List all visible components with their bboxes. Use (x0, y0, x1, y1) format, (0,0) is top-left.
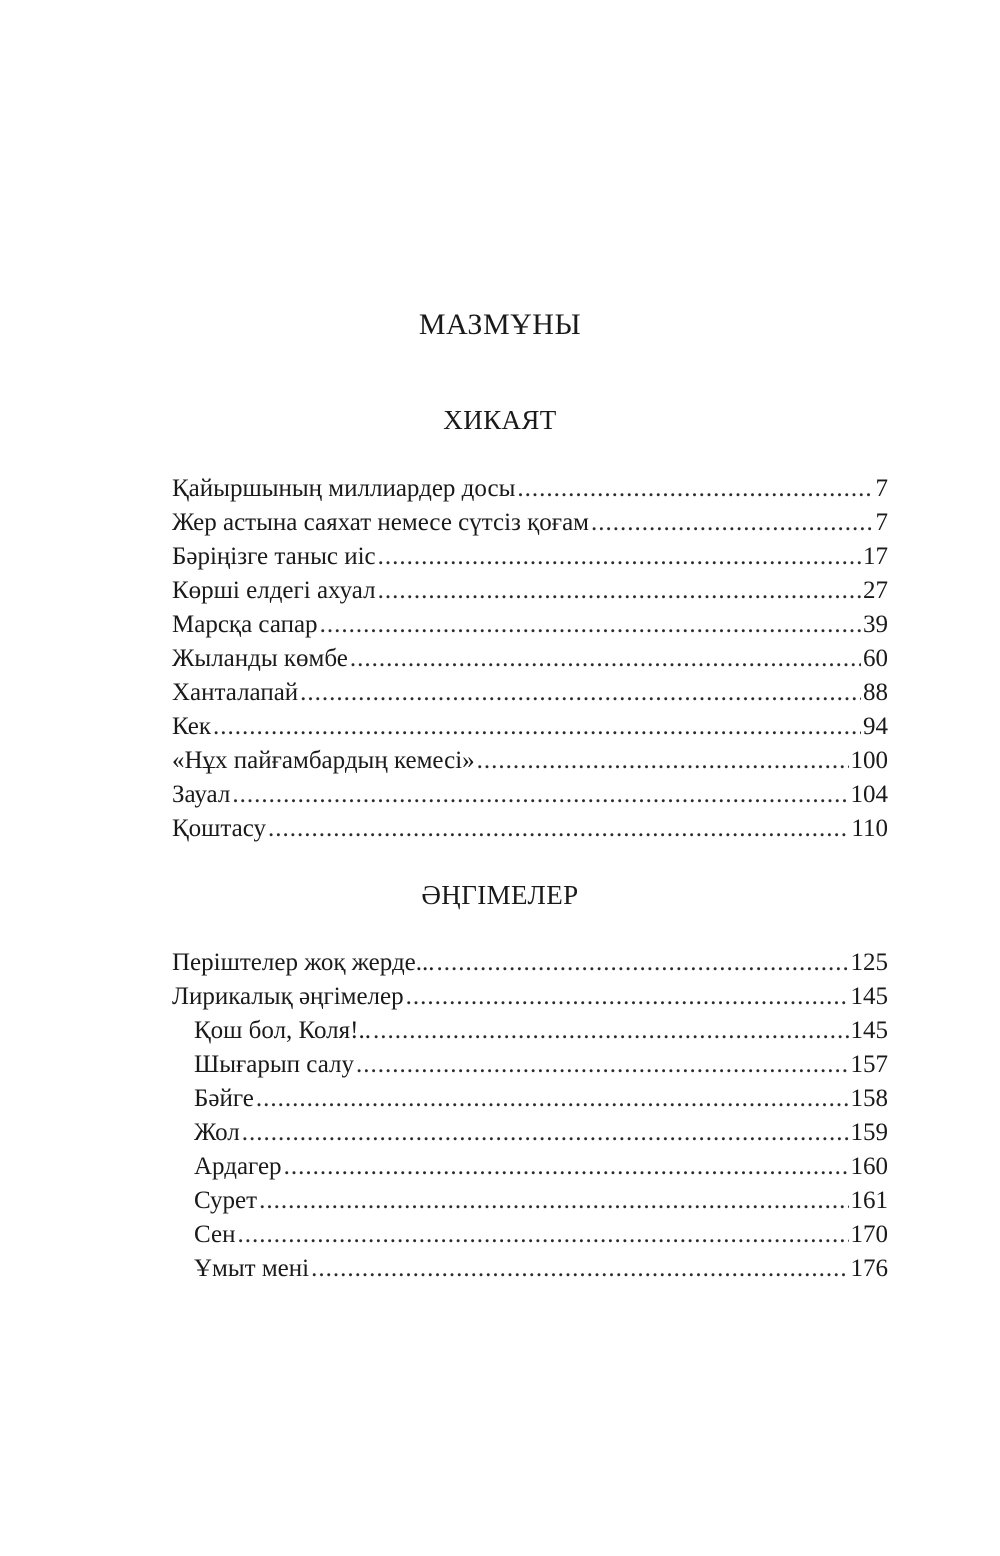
toc-entry-title: Сен (194, 1221, 236, 1248)
toc-page-number: 159 (850, 1119, 888, 1146)
toc-entry-title: Періштелер жоқ жерде... (172, 949, 435, 976)
toc-entry (172, 1218, 888, 1252)
toc-page-number: 161 (850, 1187, 888, 1214)
section-heading-story: ХИКАЯТ (443, 405, 557, 435)
toc-entry-title: Бәріңізге таныс иіс (172, 543, 376, 570)
toc-entry-title: Жер астына саяхат немесе сүтсіз қоғам (172, 509, 589, 536)
toc-page-number: 125 (850, 949, 888, 976)
toc-entry (172, 1184, 888, 1218)
toc-entry-title: Шығарып салу (194, 1051, 354, 1078)
toc-entry (172, 1252, 888, 1286)
toc-dot-leader (300, 676, 861, 710)
toc-dot-leader (242, 1116, 849, 1150)
toc-page-number: 7 (875, 475, 888, 502)
toc-dot-leader (378, 574, 861, 608)
toc-page-number: 60 (863, 645, 888, 672)
toc-entry-title: Жыланды көмбе (172, 645, 348, 672)
toc-dot-leader (311, 1252, 848, 1286)
toc-entry-title: Қош бол, Коля!.. (194, 1017, 371, 1044)
toc-page-number: 100 (850, 747, 888, 774)
toc-entry (172, 946, 888, 980)
toc-page-number: 104 (850, 781, 888, 808)
toc-entry (172, 608, 888, 642)
toc-page-number: 94 (863, 713, 888, 740)
toc-entry-title: Лирикалық әңгімелер (172, 983, 404, 1010)
toc-page-number: 160 (850, 1153, 888, 1180)
toc-entry-title: Жол (194, 1119, 240, 1146)
toc-entry-title: Сурет (194, 1187, 258, 1214)
toc-entry-title: Ханталапай (172, 679, 299, 706)
toc-page-number: 176 (850, 1255, 888, 1282)
toc-entry-title: Бәйге (194, 1085, 254, 1112)
toc-page-number: 7 (875, 509, 888, 536)
toc-dot-leader (406, 980, 849, 1014)
toc-entry (172, 1116, 888, 1150)
toc-entry (172, 472, 888, 506)
toc-entry (172, 812, 888, 846)
toc-page-number: 145 (850, 983, 888, 1010)
toc-dot-leader (350, 642, 861, 676)
toc-dot-leader (268, 812, 849, 846)
toc-entry-title: «Нұх пайғамбардың кемесі» (172, 747, 475, 774)
toc-dot-leader (356, 1048, 849, 1082)
toc-page-number: 158 (850, 1085, 888, 1112)
page-title: МАЗМҰНЫ (418, 308, 582, 341)
toc-dot-leader (378, 540, 861, 574)
toc-entry-title: Қайыршының миллиардер досы (172, 475, 516, 502)
toc-page-number: 110 (851, 815, 888, 842)
toc-dot-leader (373, 1014, 849, 1048)
toc-page-number: 145 (850, 1017, 888, 1044)
toc-entry (172, 1082, 888, 1116)
toc-entry-title: Ардагер (194, 1153, 282, 1180)
toc-entry-title: Марсқа сапар (172, 611, 318, 638)
toc-dot-leader (437, 946, 849, 980)
toc-dot-leader (320, 608, 861, 642)
toc-page-number: 88 (863, 679, 888, 706)
toc-entry-title: Қоштасу (172, 815, 267, 842)
toc-entry (172, 1048, 888, 1082)
toc-dot-leader (256, 1082, 849, 1116)
toc-entry (172, 642, 888, 676)
toc-dot-leader (591, 506, 874, 540)
toc-entry (172, 1014, 888, 1048)
toc-entry (172, 676, 888, 710)
toc-entry (172, 980, 888, 1014)
toc-entry (172, 574, 888, 608)
section-heading-short-stories: ӘҢГІМЕЛЕР (421, 880, 579, 910)
toc-page-number: 17 (863, 543, 888, 570)
toc-dot-leader (477, 744, 849, 778)
toc-entry (172, 506, 888, 540)
toc-entry-title: Көрші елдегі ахуал (172, 577, 376, 604)
toc-list-short-stories (172, 946, 888, 1286)
toc-entry (172, 778, 888, 812)
toc-entry (172, 1150, 888, 1184)
toc-entry-title: Зауал (172, 781, 231, 808)
toc-dot-leader (259, 1184, 848, 1218)
toc-dot-leader (213, 710, 861, 744)
toc-page-number: 170 (850, 1221, 888, 1248)
toc-page-number: 157 (850, 1051, 888, 1078)
toc-dot-leader (284, 1150, 849, 1184)
toc-page-number: 27 (863, 577, 888, 604)
toc-entry (172, 744, 888, 778)
toc-list-story (172, 472, 888, 846)
toc-dot-leader (232, 778, 848, 812)
toc-entry-title: Кек (172, 713, 211, 740)
toc-entry-title: Ұмыт мені (194, 1255, 310, 1282)
toc-entry (172, 540, 888, 574)
toc-dot-leader (517, 472, 873, 506)
toc-page-number: 39 (863, 611, 888, 638)
toc-dot-leader (237, 1218, 848, 1252)
toc-entry (172, 710, 888, 744)
